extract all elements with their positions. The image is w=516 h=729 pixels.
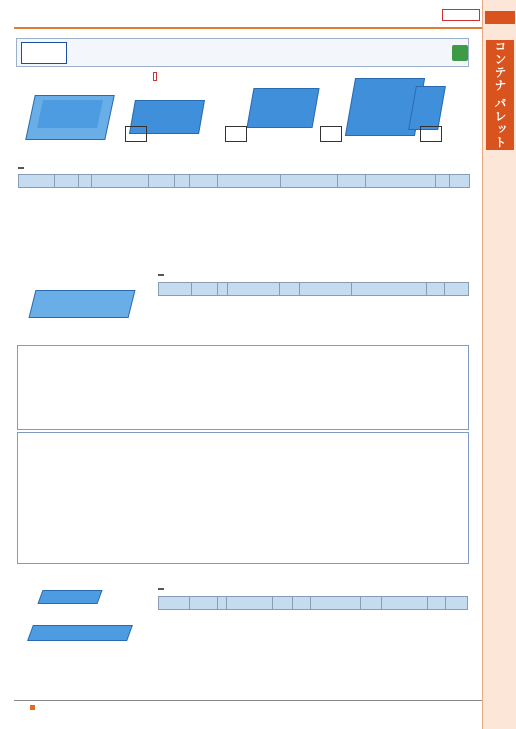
container-image-tr47 — [408, 86, 446, 130]
footer-rule — [14, 700, 482, 701]
item-count-badge — [442, 9, 480, 21]
dim-diagram-1 — [125, 126, 147, 142]
partition-group-1 — [17, 345, 469, 430]
divider-caption — [158, 588, 164, 590]
lid-image — [29, 290, 136, 318]
lid-caption — [158, 274, 164, 276]
partition-group-2 — [17, 432, 469, 564]
table-containers — [18, 174, 470, 188]
table-lids — [158, 282, 469, 296]
page-header — [196, 7, 466, 25]
dim-diagram-3 — [320, 126, 342, 142]
table1-caption — [18, 167, 24, 169]
divider-short-image — [37, 590, 102, 604]
container-image-tr27 — [246, 88, 319, 128]
category-sidebar — [482, 0, 516, 729]
sidebar-category-title: コンテナ パレット — [486, 40, 514, 150]
sidebar-page-number — [485, 11, 515, 24]
divider-long-image — [27, 625, 133, 641]
table-dividers — [158, 596, 468, 610]
sekisui-logo — [21, 42, 67, 64]
rohs-badge — [452, 45, 468, 61]
header-rule — [14, 27, 482, 29]
dim-diagram-2 — [225, 126, 247, 142]
footer-legend — [30, 705, 53, 712]
dim-diagram-4 — [420, 126, 442, 142]
direct-ship-icon — [30, 705, 35, 710]
container-cavity — [37, 100, 103, 128]
product-header — [16, 38, 469, 67]
